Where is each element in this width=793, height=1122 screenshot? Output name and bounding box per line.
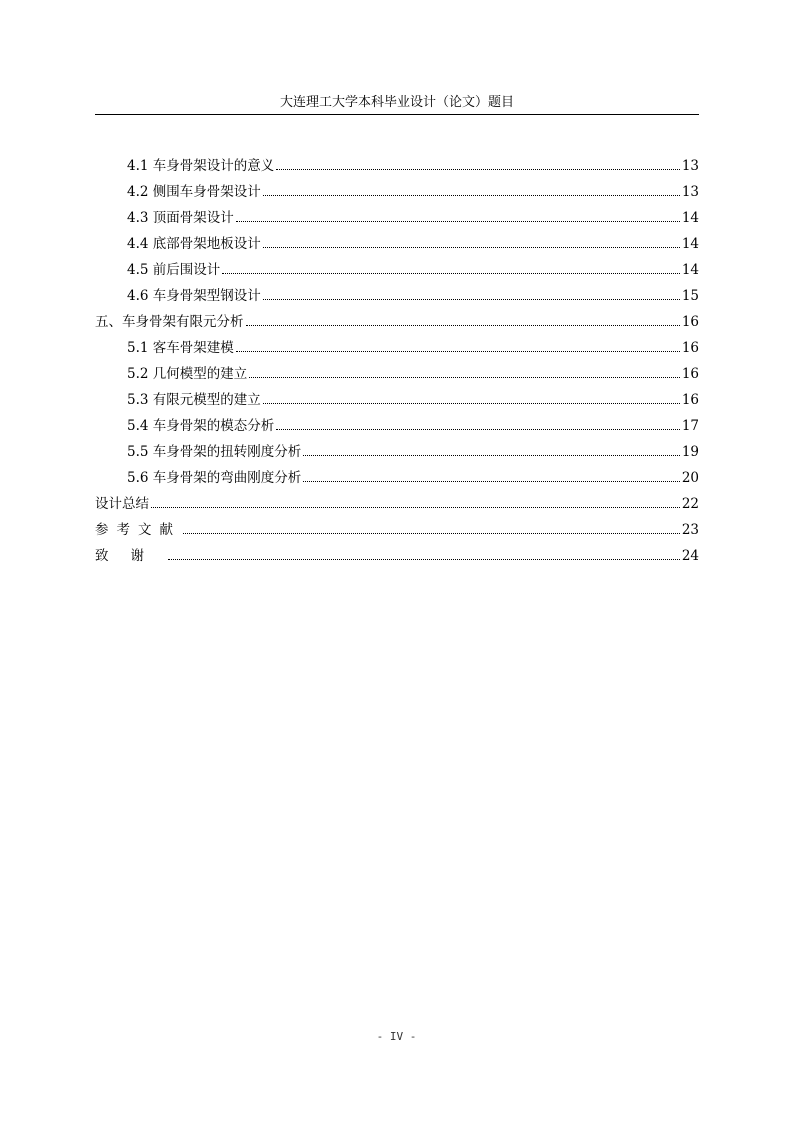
toc-entry[interactable] xyxy=(95,413,699,439)
toc-entry-page: 17 xyxy=(681,418,699,434)
toc-dot-leader xyxy=(151,507,680,508)
toc-dot-leader xyxy=(263,299,680,300)
toc-entry-page: 22 xyxy=(681,496,699,512)
toc-dot-leader xyxy=(263,247,680,248)
toc-entry-page: 14 xyxy=(681,236,699,252)
toc-entry-label: 5.6 车身骨架的弯曲刚度分析 xyxy=(127,470,302,486)
toc-entry-label: 5.1 客车骨架建模 xyxy=(127,340,234,356)
toc-entry-label: 4.5 前后围设计 xyxy=(127,262,221,278)
toc-entry[interactable] xyxy=(95,387,699,413)
toc-dot-leader xyxy=(236,351,680,352)
page-number: - IV - xyxy=(376,1030,417,1043)
toc-dot-leader xyxy=(222,273,680,274)
toc-entry-label: 参考文献 xyxy=(95,522,181,538)
toc-entry[interactable] xyxy=(95,517,699,543)
toc-entry[interactable] xyxy=(95,465,699,491)
toc-dot-leader xyxy=(246,325,680,326)
toc-entry-label: 4.1 车身骨架设计的意义 xyxy=(127,158,275,174)
toc-dot-leader xyxy=(303,481,680,482)
toc-entry[interactable] xyxy=(95,439,699,465)
page-header xyxy=(95,95,699,115)
toc-entry-label: 设计总结 xyxy=(95,496,149,512)
toc-entry-page: 13 xyxy=(681,158,699,174)
toc-entry-label: 4.2 侧围车身骨架设计 xyxy=(127,184,261,200)
toc-dot-leader xyxy=(303,455,680,456)
toc-entry[interactable] xyxy=(95,543,699,569)
toc-entry[interactable] xyxy=(95,205,699,231)
toc-dot-leader xyxy=(168,559,680,560)
toc-entry-label: 5.2 几何模型的建立 xyxy=(127,366,248,382)
toc-entry[interactable] xyxy=(95,335,699,361)
toc-entry-page: 15 xyxy=(681,288,699,304)
page-footer xyxy=(0,1030,793,1043)
toc-entry[interactable] xyxy=(95,309,699,335)
toc-dot-leader xyxy=(249,377,680,378)
toc-entry-label: 5.4 车身骨架的模态分析 xyxy=(127,418,275,434)
toc-entry-label: 4.4 底部骨架地板设计 xyxy=(127,236,261,252)
toc-entry-page: 14 xyxy=(681,210,699,226)
toc-dot-leader xyxy=(276,169,680,170)
toc-entry-page: 16 xyxy=(681,392,699,408)
toc-entry-page: 16 xyxy=(681,340,699,356)
toc-entry-page: 13 xyxy=(681,184,699,200)
toc-entry-label: 5.3 有限元模型的建立 xyxy=(127,392,261,408)
toc-entry-label: 4.6 车身骨架型钢设计 xyxy=(127,288,261,304)
toc-entry-label: 4.3 顶面骨架设计 xyxy=(127,210,234,226)
toc-entry[interactable] xyxy=(95,491,699,517)
toc-entry-page: 20 xyxy=(681,470,699,486)
toc-entry-page: 16 xyxy=(681,366,699,382)
toc-entry[interactable] xyxy=(95,283,699,309)
toc-entry[interactable] xyxy=(95,361,699,387)
toc-entry[interactable] xyxy=(95,257,699,283)
toc-entry-page: 19 xyxy=(681,444,699,460)
toc-entry-page: 24 xyxy=(681,548,699,564)
toc-dot-leader xyxy=(263,195,680,196)
toc-entry[interactable] xyxy=(95,153,699,179)
header-title: 大连理工大学本科毕业设计（论文）题目 xyxy=(279,95,514,110)
toc-entry[interactable] xyxy=(95,231,699,257)
toc-entry-page: 16 xyxy=(681,314,699,330)
toc-dot-leader xyxy=(276,429,680,430)
toc-dot-leader xyxy=(263,403,680,404)
table-of-contents xyxy=(95,153,699,569)
toc-entry-label: 五、车身骨架有限元分析 xyxy=(95,314,244,330)
toc-entry-label: 5.5 车身骨架的扭转刚度分析 xyxy=(127,444,302,460)
toc-entry-page: 14 xyxy=(681,262,699,278)
toc-dot-leader xyxy=(183,533,680,534)
toc-dot-leader xyxy=(236,221,680,222)
toc-entry-label: 致谢 xyxy=(95,548,166,564)
toc-entry[interactable] xyxy=(95,179,699,205)
toc-entry-page: 23 xyxy=(681,522,699,538)
